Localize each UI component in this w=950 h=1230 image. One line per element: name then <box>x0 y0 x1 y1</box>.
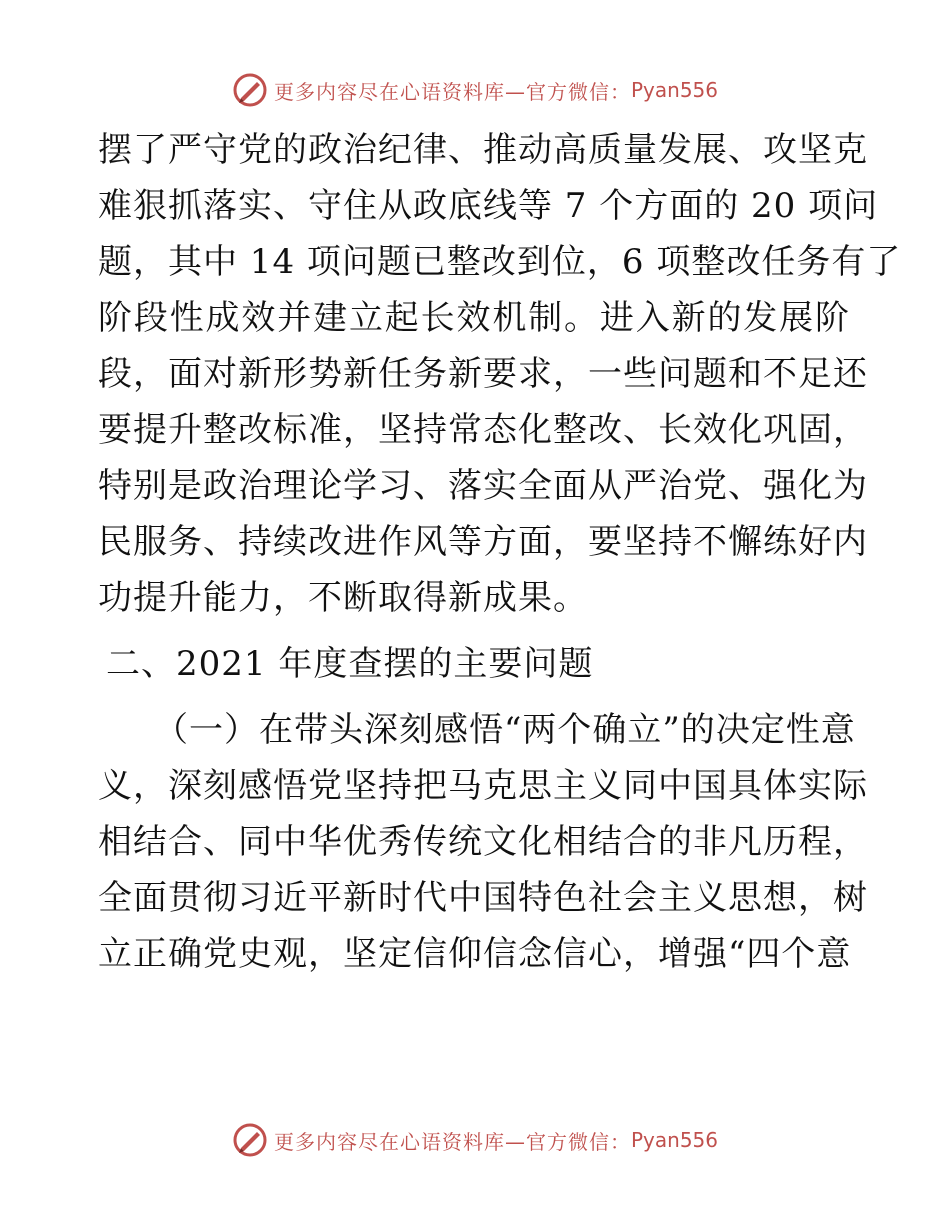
watermark-wechat-id: Pyan556 <box>630 78 718 102</box>
watermark-text: 更多内容尽在心语资料库—官方微信： <box>273 1129 631 1154</box>
pen-logo-icon <box>232 1122 268 1158</box>
paragraph-line: 摆了严守党的政治纪律、推动高质量发展、攻坚克 <box>98 130 868 170</box>
section-paragraph-line: 全面贯彻习近平新时代中国特色社会主义思想，树 <box>98 878 868 918</box>
section-paragraph-line: 相结合、同中华优秀传统文化相结合的非凡历程， <box>98 822 868 862</box>
section-paragraph-line: 立正确党史观，坚定信仰信念信心，增强“四个意 <box>98 934 852 974</box>
footer-watermark <box>0 1120 950 1160</box>
paragraph-line: 难狠抓落实、守住从政底线等 7 个方面的 20 项问 <box>98 186 879 226</box>
paragraph-line: 要提升整改标准，坚持常态化整改、长效化巩固， <box>98 410 868 450</box>
section-paragraph-line: （一）在带头深刻感悟“两个确立”的决定性意 <box>154 710 856 750</box>
watermark-wechat-id: Pyan556 <box>630 1128 718 1152</box>
paragraph-line: 民服务、持续改进作风等方面，要坚持不懈练好内 <box>98 522 868 562</box>
pen-logo-icon <box>232 72 268 108</box>
section-heading: 二、2021 年度查摆的主要问题 <box>106 644 594 684</box>
paragraph-line: 阶段性成效并建立起长效机制。进入新的发展阶 <box>98 298 850 338</box>
paragraph-line: 题，其中 14 项问题已整改到位，6 项整改任务有了 <box>98 242 902 282</box>
header-watermark <box>0 70 950 110</box>
paragraph-line: 功提升能力，不断取得新成果。 <box>98 578 588 618</box>
watermark-text: 更多内容尽在心语资料库—官方微信： <box>273 79 631 104</box>
paragraph-line: 特别是政治理论学习、落实全面从严治党、强化为 <box>98 466 868 506</box>
section-paragraph-line: 义，深刻感悟党坚持把马克思主义同中国具体实际 <box>98 766 868 806</box>
paragraph-line: 段，面对新形势新任务新要求，一些问题和不足还 <box>98 354 868 394</box>
document-body <box>98 122 902 982</box>
